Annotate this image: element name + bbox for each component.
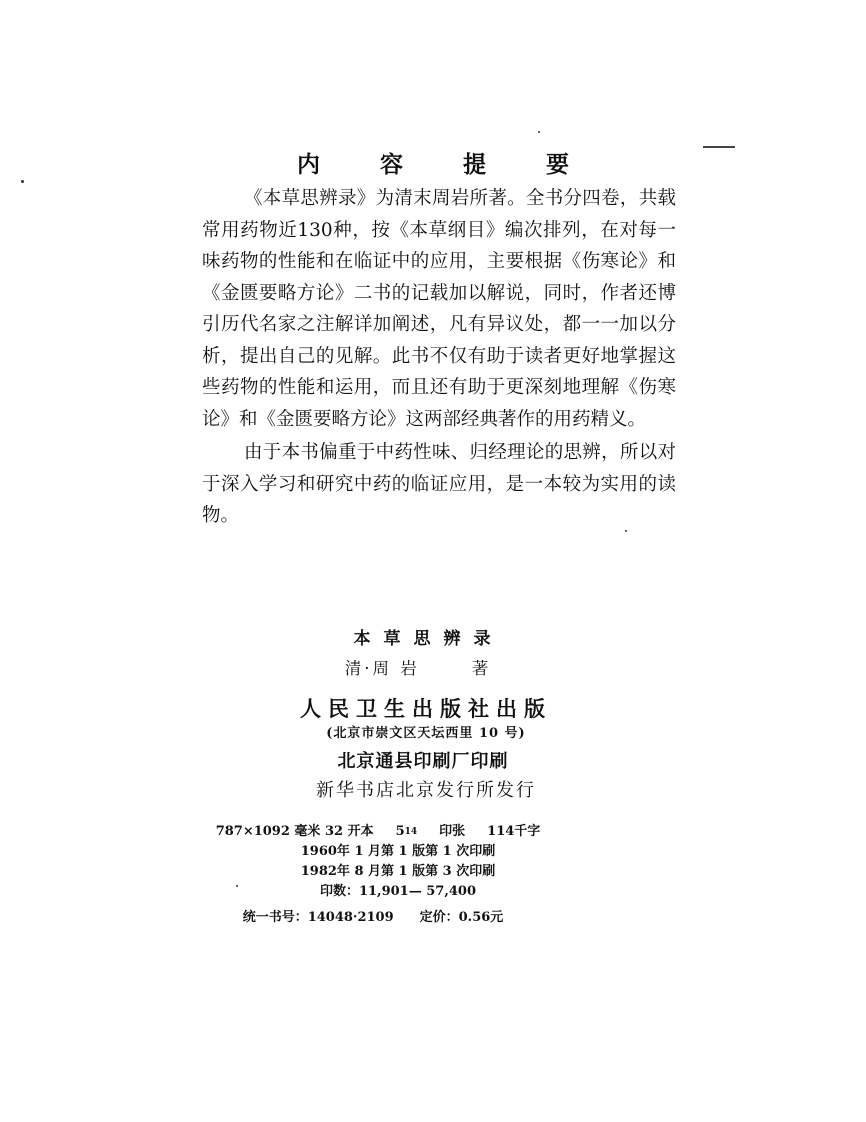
sheets-denominator: 4 (410, 826, 418, 837)
format-line (0, 822, 866, 842)
print-run: 印数：11,901— 57,400 (319, 884, 477, 899)
publisher: 人民卫生出版社出版 (300, 696, 552, 721)
price: 定价：0.56元 (419, 910, 504, 925)
sheets-whole: 5 (395, 824, 405, 839)
author-line (0, 658, 866, 680)
summary-paragraph: 《本草思辨录》为清末周岩所著。全书分四卷，共载常用药物近130种，按《本草纲目》编次排列，在对每一味药物的性能和在临证中的应用，主要根据《伤寒论》和《金匮要略方论》二书的记载加以解说，同时，作者还博引历代名家之注解详加阐述，凡有异议处，都一一加以分析，提出自己的见解。此书不仅有助于读者更好地掌握这些药物的性能和运用，而且还有助于更深刻地理解《伤寒论》和《金匮要略方论》这两部经典著作的用药精义。 (202, 188, 676, 430)
book-number-line (0, 908, 866, 928)
sheets-unit: 印张 (439, 824, 466, 839)
this-print: 1982年 8 月第 1 版第 3 次印刷 (300, 864, 496, 879)
summary-paragraph: 由于本书偏重于中药性味、归经理论的思辨，所以对于深入学习和研究中药的临证应用，是一本较为实用的读物。 (202, 442, 676, 526)
publisher-address: (北京市崇文区天坛西里 10 号) (326, 726, 526, 741)
book-title: 本草思辨录 (353, 629, 504, 649)
print-speck (21, 180, 24, 183)
distributor: 新华书店北京发行所发行 (316, 780, 536, 801)
word-count: 114千字 (487, 824, 541, 839)
printer: 北京通县印刷厂印刷 (337, 751, 509, 772)
book-format: 787×1092 毫米 32 开本 (215, 824, 374, 839)
print-specifications (0, 822, 866, 928)
sheets-fraction (405, 828, 418, 836)
unified-book-number: 统一书号：14048·2109 (242, 910, 394, 925)
copyright-imprint (0, 628, 866, 928)
print-speck (538, 131, 540, 133)
first-print: 1960年 1 月第 1 版第 1 次印刷 (300, 844, 496, 859)
author-name: 清·周 岩 (344, 659, 420, 678)
summary-heading: 内 容 提 要 (296, 151, 596, 178)
author-role: 著 (471, 659, 492, 678)
summary-body (202, 183, 676, 532)
sheets-numerator: 1 (404, 826, 411, 837)
